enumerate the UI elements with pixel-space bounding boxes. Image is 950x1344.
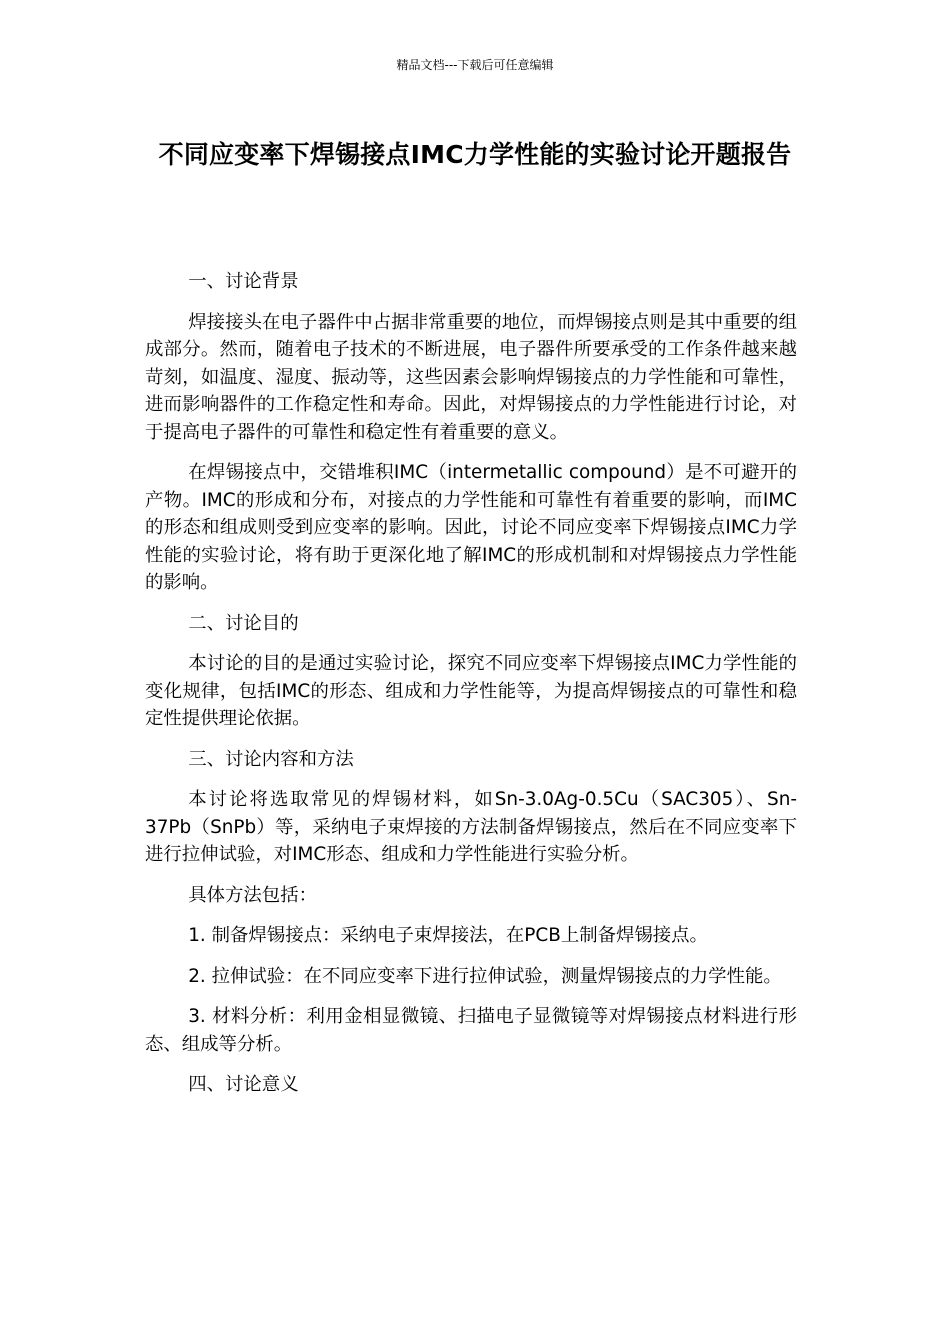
page-header: 精品文档---下载后可任意编辑 [396, 58, 554, 72]
list-item-method-1: 1. 制备焊锡接点：采纳电子束焊接法，在PCB上制备焊锡接点。 [188, 925, 708, 946]
list-item-method-2: 2. 拉伸试验：在不同应变率下进行拉伸试验，测量焊锡接点的力学性能。 [188, 965, 782, 987]
list-item-method-3: 3. 材料分析：利用金相显微镜、扫描电子显微镜等对焊锡接点材料进行形态、组成等分析。 [145, 1006, 797, 1055]
paragraph-purpose: 本讨论的目的是通过实验讨论，探究不同应变率下焊锡接点IMC力学性能的变化规律，包括IMC的形态、组成和力学性能等，为提高焊锡接点的可靠性和稳定性提供理论依据。 [145, 653, 797, 729]
document-body [145, 268, 797, 1112]
paragraph-background-2: 在焊锡接点中，交错堆积IMC（intermetallic compound）是不可避开的产物。IMC的形成和分布，对接点的力学性能和可靠性有着重要的影响，而IMC的形态和组成则受到应变率的影响。因此，讨论不同应变率下焊锡接点IMC力学性能的实验讨论，将有助于更深化地了解IMC的形成机制和对焊锡接点力学性能的影响。 [145, 462, 797, 593]
paragraph-content-method: 本讨论将选取常见的焊锡材料，如Sn-3.0Ag-0.5Cu（SAC305）、Sn-37Pb（SnPb）等，采纳电子束焊接的方法制备焊锡接点，然后在不同应变率下进行拉伸试验，对IMC形态、组成和力学性能进行实验分析。 [145, 789, 797, 865]
section-heading-content-method: 三、讨论内容和方法 [188, 748, 354, 770]
paragraph-method-intro: 具体方法包括： [188, 884, 317, 906]
section-heading-significance: 四、讨论意义 [188, 1074, 299, 1095]
paragraph-background-1: 焊接接头在电子器件中占据非常重要的地位，而焊锡接点则是其中重要的组成部分。然而，随着电子技术的不断进展，电子器件所要承受的工作条件越来越苛刻，如温度、湿度、振动等，这些因素会影响焊锡接点的力学性能和可靠性，进而影响器件的工作稳定性和寿命。因此，对焊锡接点的力学性能进行讨论，对于提高电子器件的可靠性和稳定性有着重要的意义。 [145, 311, 797, 443]
section-heading-background: 一、讨论背景 [188, 271, 299, 292]
document-title: 不同应变率下焊锡接点IMC力学性能的实验讨论开题报告 [158, 140, 792, 169]
section-heading-purpose: 二、讨论目的 [188, 612, 299, 634]
